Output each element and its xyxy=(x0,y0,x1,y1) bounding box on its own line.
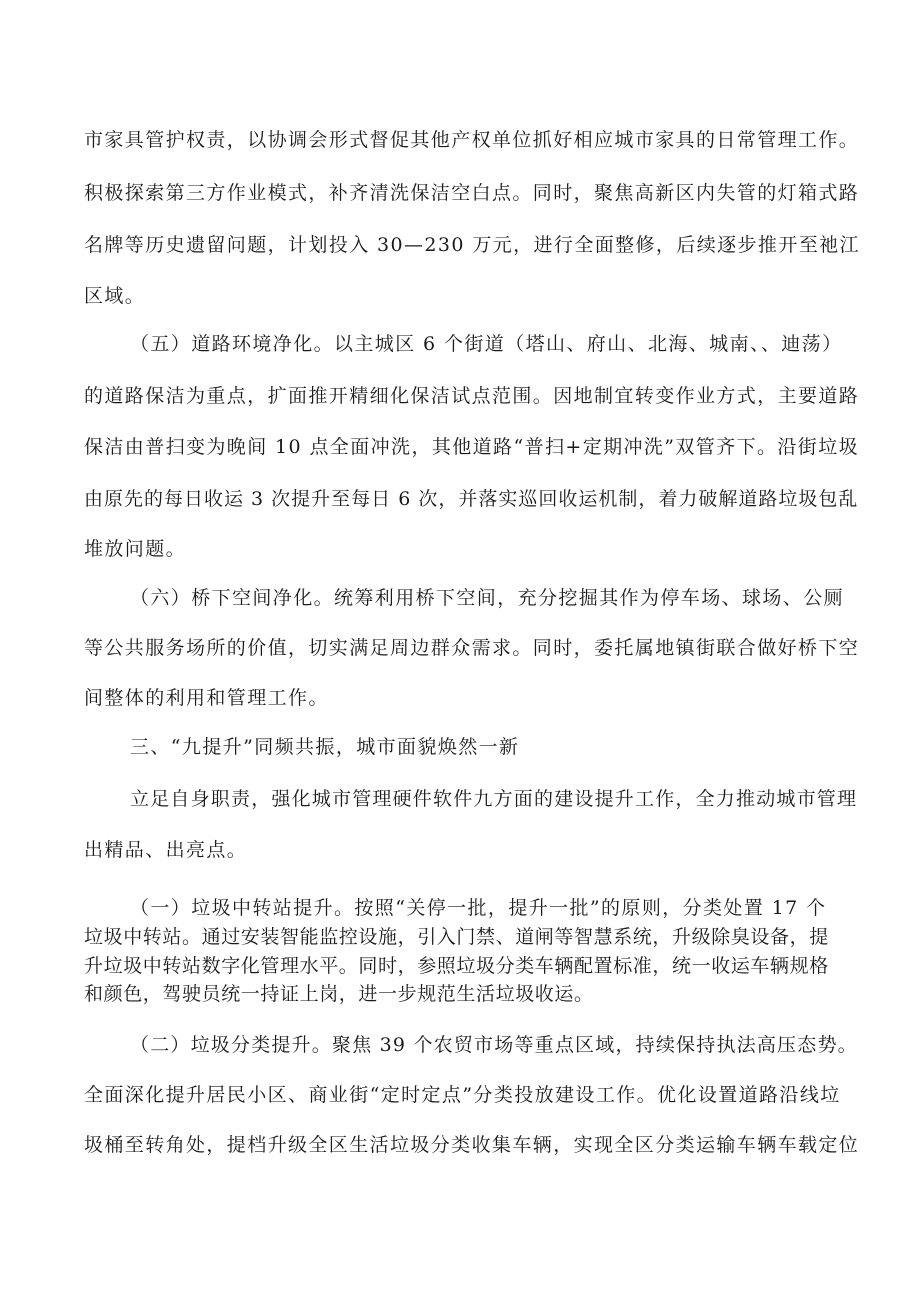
text-line: 垃圾中转站。通过安装智能监控设施，引入门禁、道闸等智慧系统，升级除臭设备，提 xyxy=(84,926,829,948)
text-line: 市家具管护权责，以协调会形式督促其他产权单位抓好相应城市家具的日常管理工作。 xyxy=(84,129,860,151)
text-line: 升垃圾中转站数字化管理水平。同时，参照垃圾分类车辆配置标准，统一收运车辆规格 xyxy=(84,955,829,977)
text-line: 出精品、出亮点。 xyxy=(84,839,248,861)
text-line: 全面深化提升居民小区、商业街“定时定点”分类投放建设工作。优化设置道路沿线垃 xyxy=(84,1084,841,1106)
text-line: 的道路保洁为重点，扩面推开精细化保洁试点范围。因地制宜转变作业方式，主要道路 xyxy=(84,385,860,407)
text-line: 由原先的每日收运 3 次提升至每日 6 次，并落实巡回收运机制，着力破解道路垃圾包乱 xyxy=(84,488,859,510)
text-line: 区域。 xyxy=(84,285,146,307)
text-line: （五）道路环境净化。以主城区 6 个街道（塔山、府山、北海、城南、、迪荡） xyxy=(130,333,843,355)
text-line: 堆放问题。 xyxy=(84,538,187,560)
text-line: 保洁由普扫变为晚间 10 点全面冲洗，其他道路“普扫+定期冲洗”双管齐下。沿街垃圾 xyxy=(84,436,860,458)
text-line: 名牌等历史遗留问题，计划投入 30—230 万元，进行全面整修，后续逐步推开至祂江 xyxy=(84,234,860,256)
text-line: （二）垃圾分类提升。聚焦 39 个农贸市场等重点区域，持续保持执法高压态势。 xyxy=(130,1034,858,1056)
text-line: 等公共服务场所的价值，切实满足周边群众需求。同时，委托属地镇街联合做好桥下空 xyxy=(84,637,860,659)
text-line: 和颜色，驾驶员统一持证上岗，进一步规范生活垃圾收运。 xyxy=(84,983,594,1005)
text-line: 积极探索第三方作业模式，补齐清洗保洁空白点。同时，聚焦高新区内失管的灯箱式路 xyxy=(84,182,860,204)
text-line: （六）桥下空间净化。统筹利用桥下空间，充分挖掘其作为停车场、球场、公厕 xyxy=(130,587,845,609)
text-line: 间整体的利用和管理工作。 xyxy=(84,687,329,709)
section-heading: 三、“九提升”同频共振，城市面貌焕然一新 xyxy=(130,736,520,758)
text-line: （一）垃圾中转站提升。按照“关停一批，提升一批”的原则，分类处置 17 个 xyxy=(130,897,827,919)
text-line: 立足自身职责，强化城市管理硬件软件九方面的建设提升工作，全力推动城市管理 xyxy=(130,788,858,810)
text-line: 圾桶至转角处，提档升级全区生活垃圾分类收集车辆，实现全区分类运输车辆车载定位 xyxy=(84,1134,860,1156)
